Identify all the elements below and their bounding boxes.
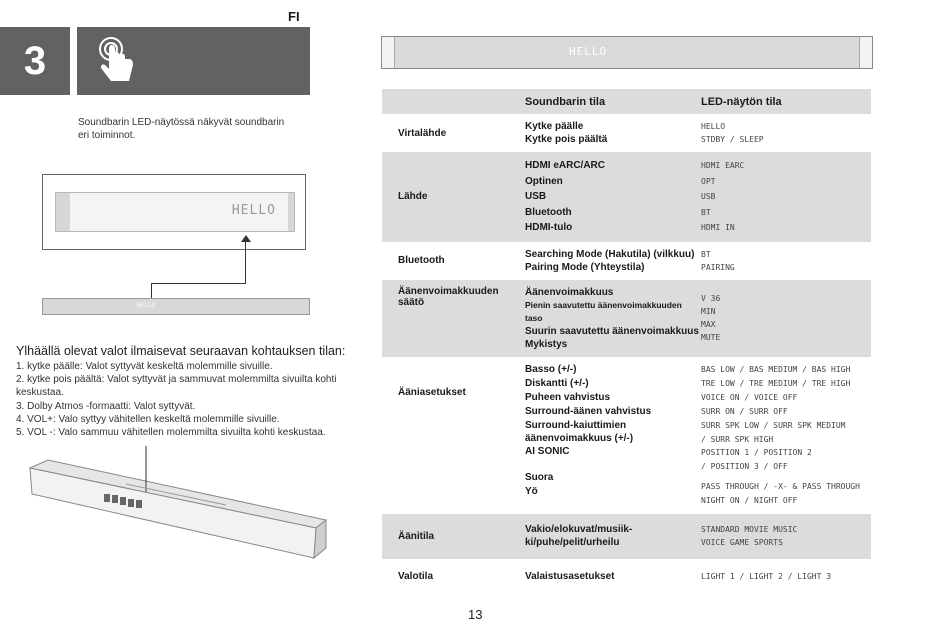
soundbar-display-closeup: [42, 174, 306, 250]
led-value: BT: [701, 207, 711, 217]
led-value: OPT: [701, 176, 716, 186]
led-value: MUTE: [701, 333, 721, 342]
list-item: 1. kytke päälle: Valot syttyvät keskeltä molemmille sivuille.: [16, 361, 273, 372]
row-group: Äänenvoimakkuuden säätö: [382, 280, 525, 357]
state-item: HDMI-tulo: [525, 222, 573, 233]
state-item: Yö: [525, 485, 538, 497]
led-display-text: HELLO: [569, 45, 608, 58]
led-display-small: HELLO: [137, 302, 156, 309]
led-value: POSITION 1 / POSITION 2: [701, 447, 812, 457]
state-item: Vakio/elokuvat/musiik-: [525, 524, 633, 535]
list-item: 3. Dolby Atmos -formaatti: Valot syttyvät.: [16, 400, 196, 412]
state-item: Puheen vahvistus: [525, 391, 611, 403]
state-item: HDMI eARC/ARC: [525, 160, 605, 171]
state-item: Suora: [525, 471, 554, 483]
table-row: [382, 559, 871, 589]
led-value: HDMI IN: [701, 223, 735, 232]
soundbar-front-view: [42, 298, 310, 315]
led-value: HDMI EARC: [701, 161, 745, 170]
table-row: [382, 114, 871, 152]
led-value: BT: [701, 249, 711, 259]
state-item: Searching Mode (Hakutila) (vilkkuu): [525, 248, 695, 260]
state-item: Surround-kaiuttimien äänenvoimakkuus (+/-): [525, 419, 634, 444]
table-row: [382, 357, 871, 514]
row-group: Valotila: [398, 570, 434, 582]
state-item: Pienin saavutettu äänenvoimakkuuden taso: [525, 299, 682, 323]
state-item: Valaistusasetukset: [525, 570, 615, 582]
state-item: Optinen: [525, 175, 563, 187]
led-display-banner: [381, 36, 873, 69]
table-row: [382, 152, 871, 242]
state-item: Diskantti (+/-): [525, 377, 589, 389]
state-item: ki/puhe/pelit/urheilu: [525, 537, 620, 548]
pointer-line-horizontal: [151, 283, 246, 284]
led-states-table: [382, 89, 871, 589]
row-group: Äänitila: [382, 514, 525, 559]
state-item: Suurin saavutettu äänenvoimakkuus: [525, 325, 699, 337]
led-value: MAX: [701, 320, 716, 329]
led-value: USB: [701, 192, 716, 201]
led-value: BAS LOW / BAS MEDIUM / BAS HIGH: [701, 364, 851, 374]
state-item: Mykistys: [525, 338, 568, 350]
table-row: [382, 280, 871, 357]
led-value: / POSITION 3 / OFF: [701, 461, 788, 471]
row-group: Ääniasetukset: [398, 386, 466, 398]
led-value: STDBY / SLEEP: [701, 135, 764, 144]
state-item: Kytke pois päältä: [525, 134, 608, 145]
intro-text: Soundbarin LED-näytössä näkyvät soundbarin eri toiminnot.: [78, 117, 285, 141]
led-value: LIGHT 1 / LIGHT 2 / LIGHT 3: [701, 571, 832, 581]
state-item: USB: [525, 191, 547, 202]
led-value: PAIRING: [701, 262, 735, 272]
led-value: STANDARD MOVIE MUSIC: [701, 525, 798, 534]
row-group: Bluetooth: [398, 255, 445, 266]
state-item: Pairing Mode (Yhteystila): [525, 261, 645, 273]
lights-list-title: Ylhäällä olevat valot ilmaisevat seuraavan kohtauksen tilan:: [16, 344, 346, 358]
state-item: AI SONIC: [525, 445, 570, 457]
led-value: PASS THROUGH / -X- & PASS THROUGH: [701, 481, 860, 491]
state-item: Basso (+/-): [525, 363, 577, 375]
pointer-line: [245, 238, 246, 283]
table-header: [382, 89, 871, 114]
language-label: FI: [288, 9, 300, 24]
state-item: Surround-äänen vahvistus: [525, 405, 652, 417]
page-number: 13: [468, 607, 483, 622]
state-item: Bluetooth: [525, 206, 572, 218]
list-item: 4. VOL+: Valo syttyy vähitellen keskeltä molemmille sivuille.: [16, 413, 280, 425]
list-item: 5. VOL -: Valo sammuu vähitellen molemmilta sivuilta kohti keskustaa.: [16, 427, 326, 439]
led-value: SURR ON / SURR OFF: [701, 406, 788, 416]
header-led-state: LED-näytön tila: [701, 89, 871, 114]
led-value: MIN: [701, 307, 716, 316]
row-group: Virtalähde: [398, 127, 447, 139]
lights-list: [16, 360, 368, 439]
led-value: / SURR SPK HIGH: [701, 434, 774, 444]
step-banner: [77, 27, 310, 95]
hand-touch-icon: [95, 35, 145, 87]
header-soundbar-state: Soundbarin tila: [525, 89, 701, 114]
led-value: TRE LOW / TRE MEDIUM / TRE HIGH: [701, 378, 851, 388]
led-display-text: HELLO: [231, 203, 276, 218]
pointer-line-down: [151, 283, 152, 299]
led-value: V 36: [701, 294, 721, 303]
row-group: Lähde: [382, 152, 525, 242]
led-value: NIGHT ON / NIGHT OFF: [701, 495, 798, 505]
led-value: VOICE ON / VOICE OFF: [701, 392, 798, 402]
state-item: Kytke päälle: [525, 121, 584, 132]
led-value: HELLO: [701, 122, 726, 131]
led-value: SURR SPK LOW / SURR SPK MEDIUM: [701, 420, 846, 430]
step-number: 3: [0, 27, 70, 95]
pointer-arrow: [241, 235, 251, 242]
state-item: Äänenvoimakkuus: [525, 286, 614, 298]
list-item: 2. kytke pois päältä: Valot syttyvät ja sammuvat molemmilta sivuilta kohti keskustaa.: [16, 374, 337, 399]
table-row: [382, 242, 871, 280]
table-row: [382, 514, 871, 559]
soundbar-illustration: [26, 446, 332, 566]
led-value: VOICE GAME SPORTS: [701, 538, 783, 547]
